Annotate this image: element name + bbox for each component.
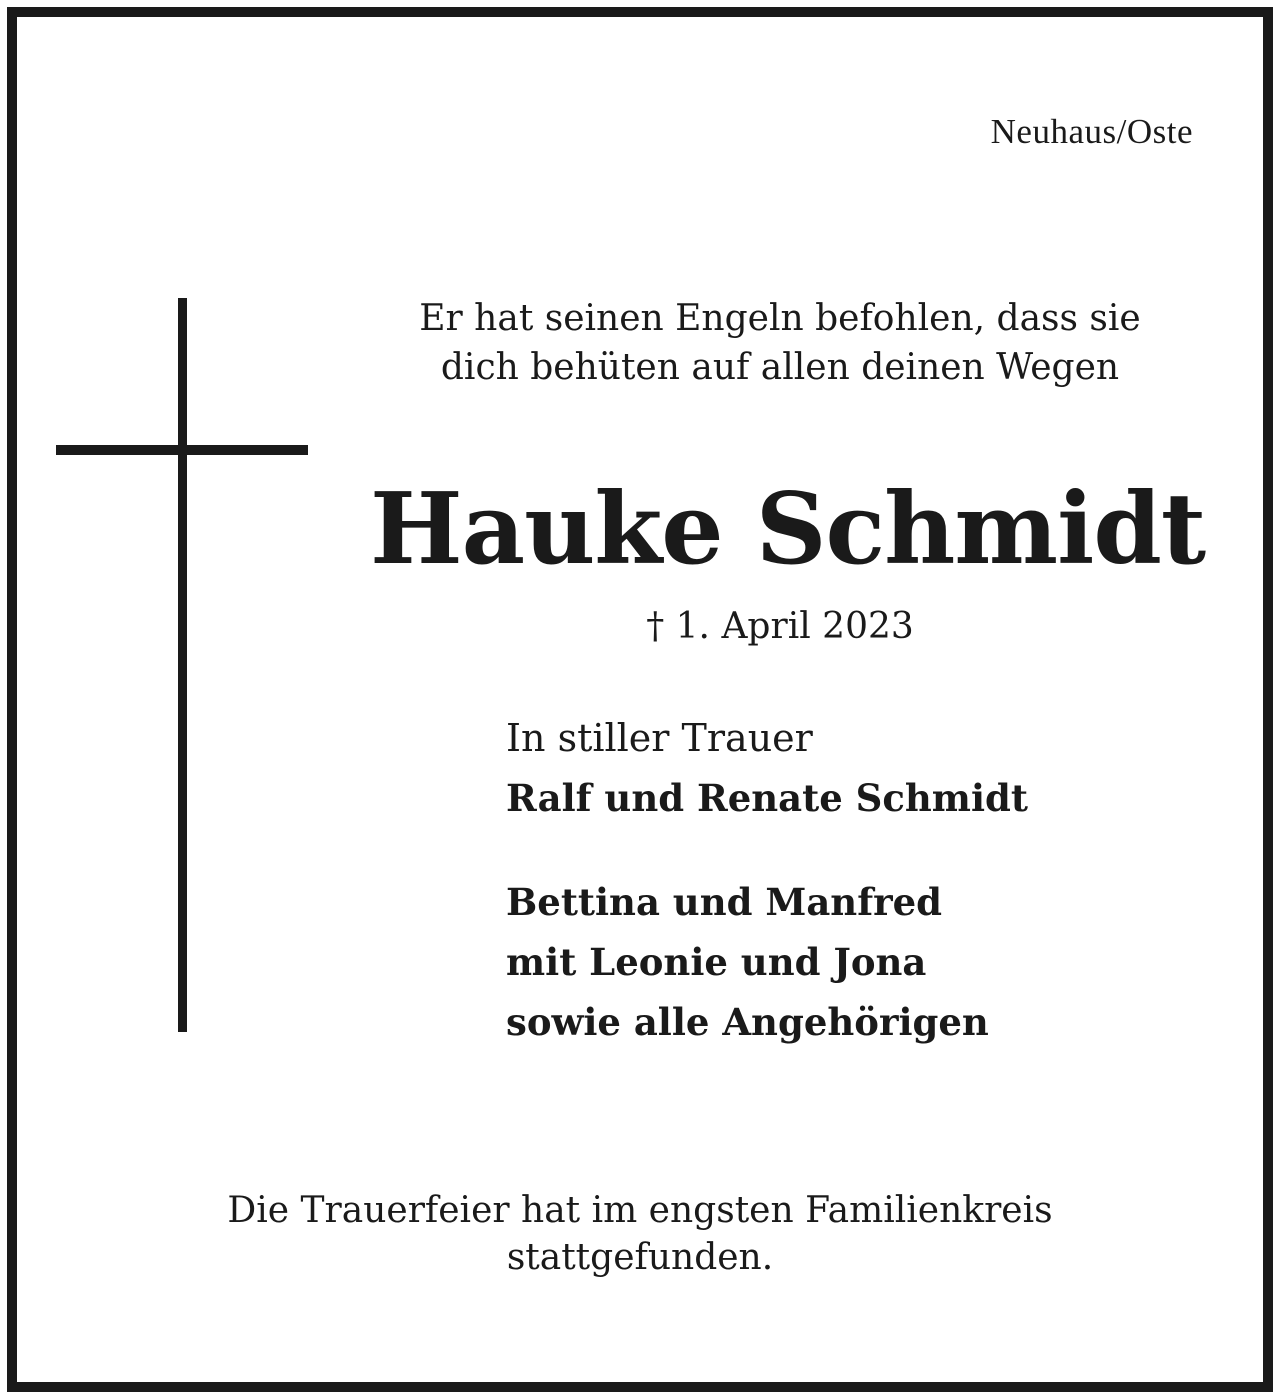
mourners-block (506, 708, 1028, 1052)
cross-vertical-bar (178, 298, 187, 1032)
mourner-group-2-line-2: mit Leonie und Jona (506, 940, 927, 984)
deceased-name: Hauke Schmidt (370, 472, 1206, 587)
verse-line-2: dich behüten auf allen deinen Wegen (440, 347, 1120, 388)
mourner-group-2-line-1: Bettina und Manfred (506, 880, 943, 924)
notice-frame (7, 7, 1273, 1392)
funeral-note-line-1: Die Trauerfeier hat im engsten Familienkreis (227, 1190, 1053, 1231)
location-text: Neuhaus/Oste (990, 112, 1193, 151)
mourning-intro: In stiller Trauer (506, 716, 813, 760)
cross-horizontal-bar (56, 445, 308, 455)
mourner-group-2-line-3: sowie alle Angehörigen (506, 1000, 989, 1044)
mourner-group-1: Ralf und Renate Schmidt (506, 776, 1028, 820)
funeral-note-line-2: stattgefunden. (506, 1237, 774, 1278)
verse-line-1: Er hat seinen Engeln befohlen, dass sie (419, 298, 1141, 339)
death-date: † 1. April 2023 (646, 606, 914, 647)
funeral-note (100, 1187, 1180, 1281)
bible-verse (375, 294, 1185, 392)
